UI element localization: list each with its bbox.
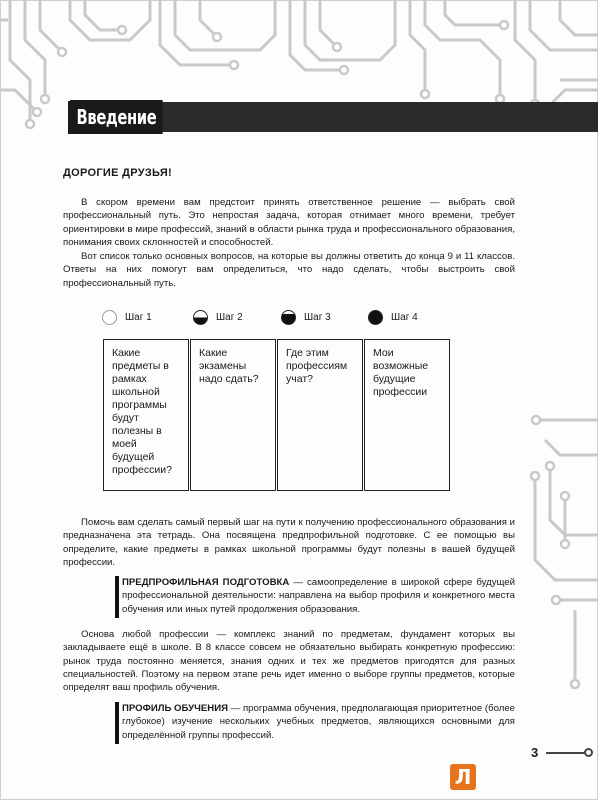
question-box-3: Где этим профессиям учат? [277,339,363,491]
step-2-label: Шаг 2 [216,311,243,323]
section-title: Введение [70,100,163,134]
callout-2 [115,702,515,742]
intro-paragraph-2: Вот список только основных вопросов, на которые вы должны ответить до конца 9 и 11 классов. Ответы на них помогут вам определиться, что надо сделать, чтобы выстроить свой профессиональный путь. [63,251,515,289]
step-1 [102,305,152,329]
page-number: 3 [531,745,539,760]
step-4-label: Шаг 4 [391,311,418,323]
publisher-logo-icon: Л [450,764,476,790]
step-3 [281,305,331,329]
step-1-label: Шаг 1 [125,311,152,323]
page-number-line [546,752,586,754]
step-3-label: Шаг 3 [304,311,331,323]
step-1-circle-icon [102,310,117,325]
callout-1-term: ПРЕДПРОФИЛЬНАЯ ПОДГОТОВКА [122,577,290,588]
callout-2-term: ПРОФИЛЬ ОБУЧЕНИЯ [122,703,228,714]
steps-row [102,305,462,329]
question-box-2: Какие экзамены надо сдать? [190,339,276,491]
step-2 [193,305,243,329]
intro-paragraph-1: В скором времени вам предстоит принять ответственное решение — выбрать свой профессиональный путь. Это непростая задача, которая отнимает много времени, требует ориентировки в мире профессий, знаний в области рынка труда и профессионального образования, понимания своих склонностей и способностей. [63,197,515,248]
step-4-circle-icon [368,310,383,325]
body-paragraph-2: Основа любой профессии — комплекс знаний по предметам, фундамент которых вы закладываете ещё в школе. В 8 классе совсем не обязательно выбирать конкретную профессию: рынок труда постоянно меняется, знания одних и тех же предметов пригодятся для разных специальностей. Поэтому на первом этапе речь идет именно о выборе группы предметов, которые определят ваш профиль обучения. [63,629,515,694]
callout-1-text: — самоопределение в широкой сфере будущей профессиональной деятельности: направлена на выбор профиля и конкретного места обучения или иных путей продолжения образования. [122,577,515,615]
step-2-circle-icon [193,310,208,325]
page-number-circle-icon [584,748,593,757]
question-box-4: Мои возможные будущие профессии [364,339,450,491]
callout-2-text: — программа обучения, предполагающая приоритетное (более глубокое) изучение нескольких учебных предметов, являющихся основными для определённой группы профессий. [122,703,515,741]
body-paragraph-1: Помочь вам сделать самый первый шаг на пути к получению профессионального образования и предназначена эта тетрадь. Она посвящена предпрофильной подготовке. С ее помощью вы определите, какие предметы в рамках школьной программы будут полезны в вашей будущей профессии. [63,517,515,568]
callout-1 [115,576,515,616]
greeting-heading: ДОРОГИЕ ДРУЗЬЯ! [63,167,172,179]
step-3-circle-icon [281,310,296,325]
question-box-1: Какие предметы в рамках школьной программы будут полезны в моей будущей профессии? [103,339,189,491]
step-4 [368,305,418,329]
